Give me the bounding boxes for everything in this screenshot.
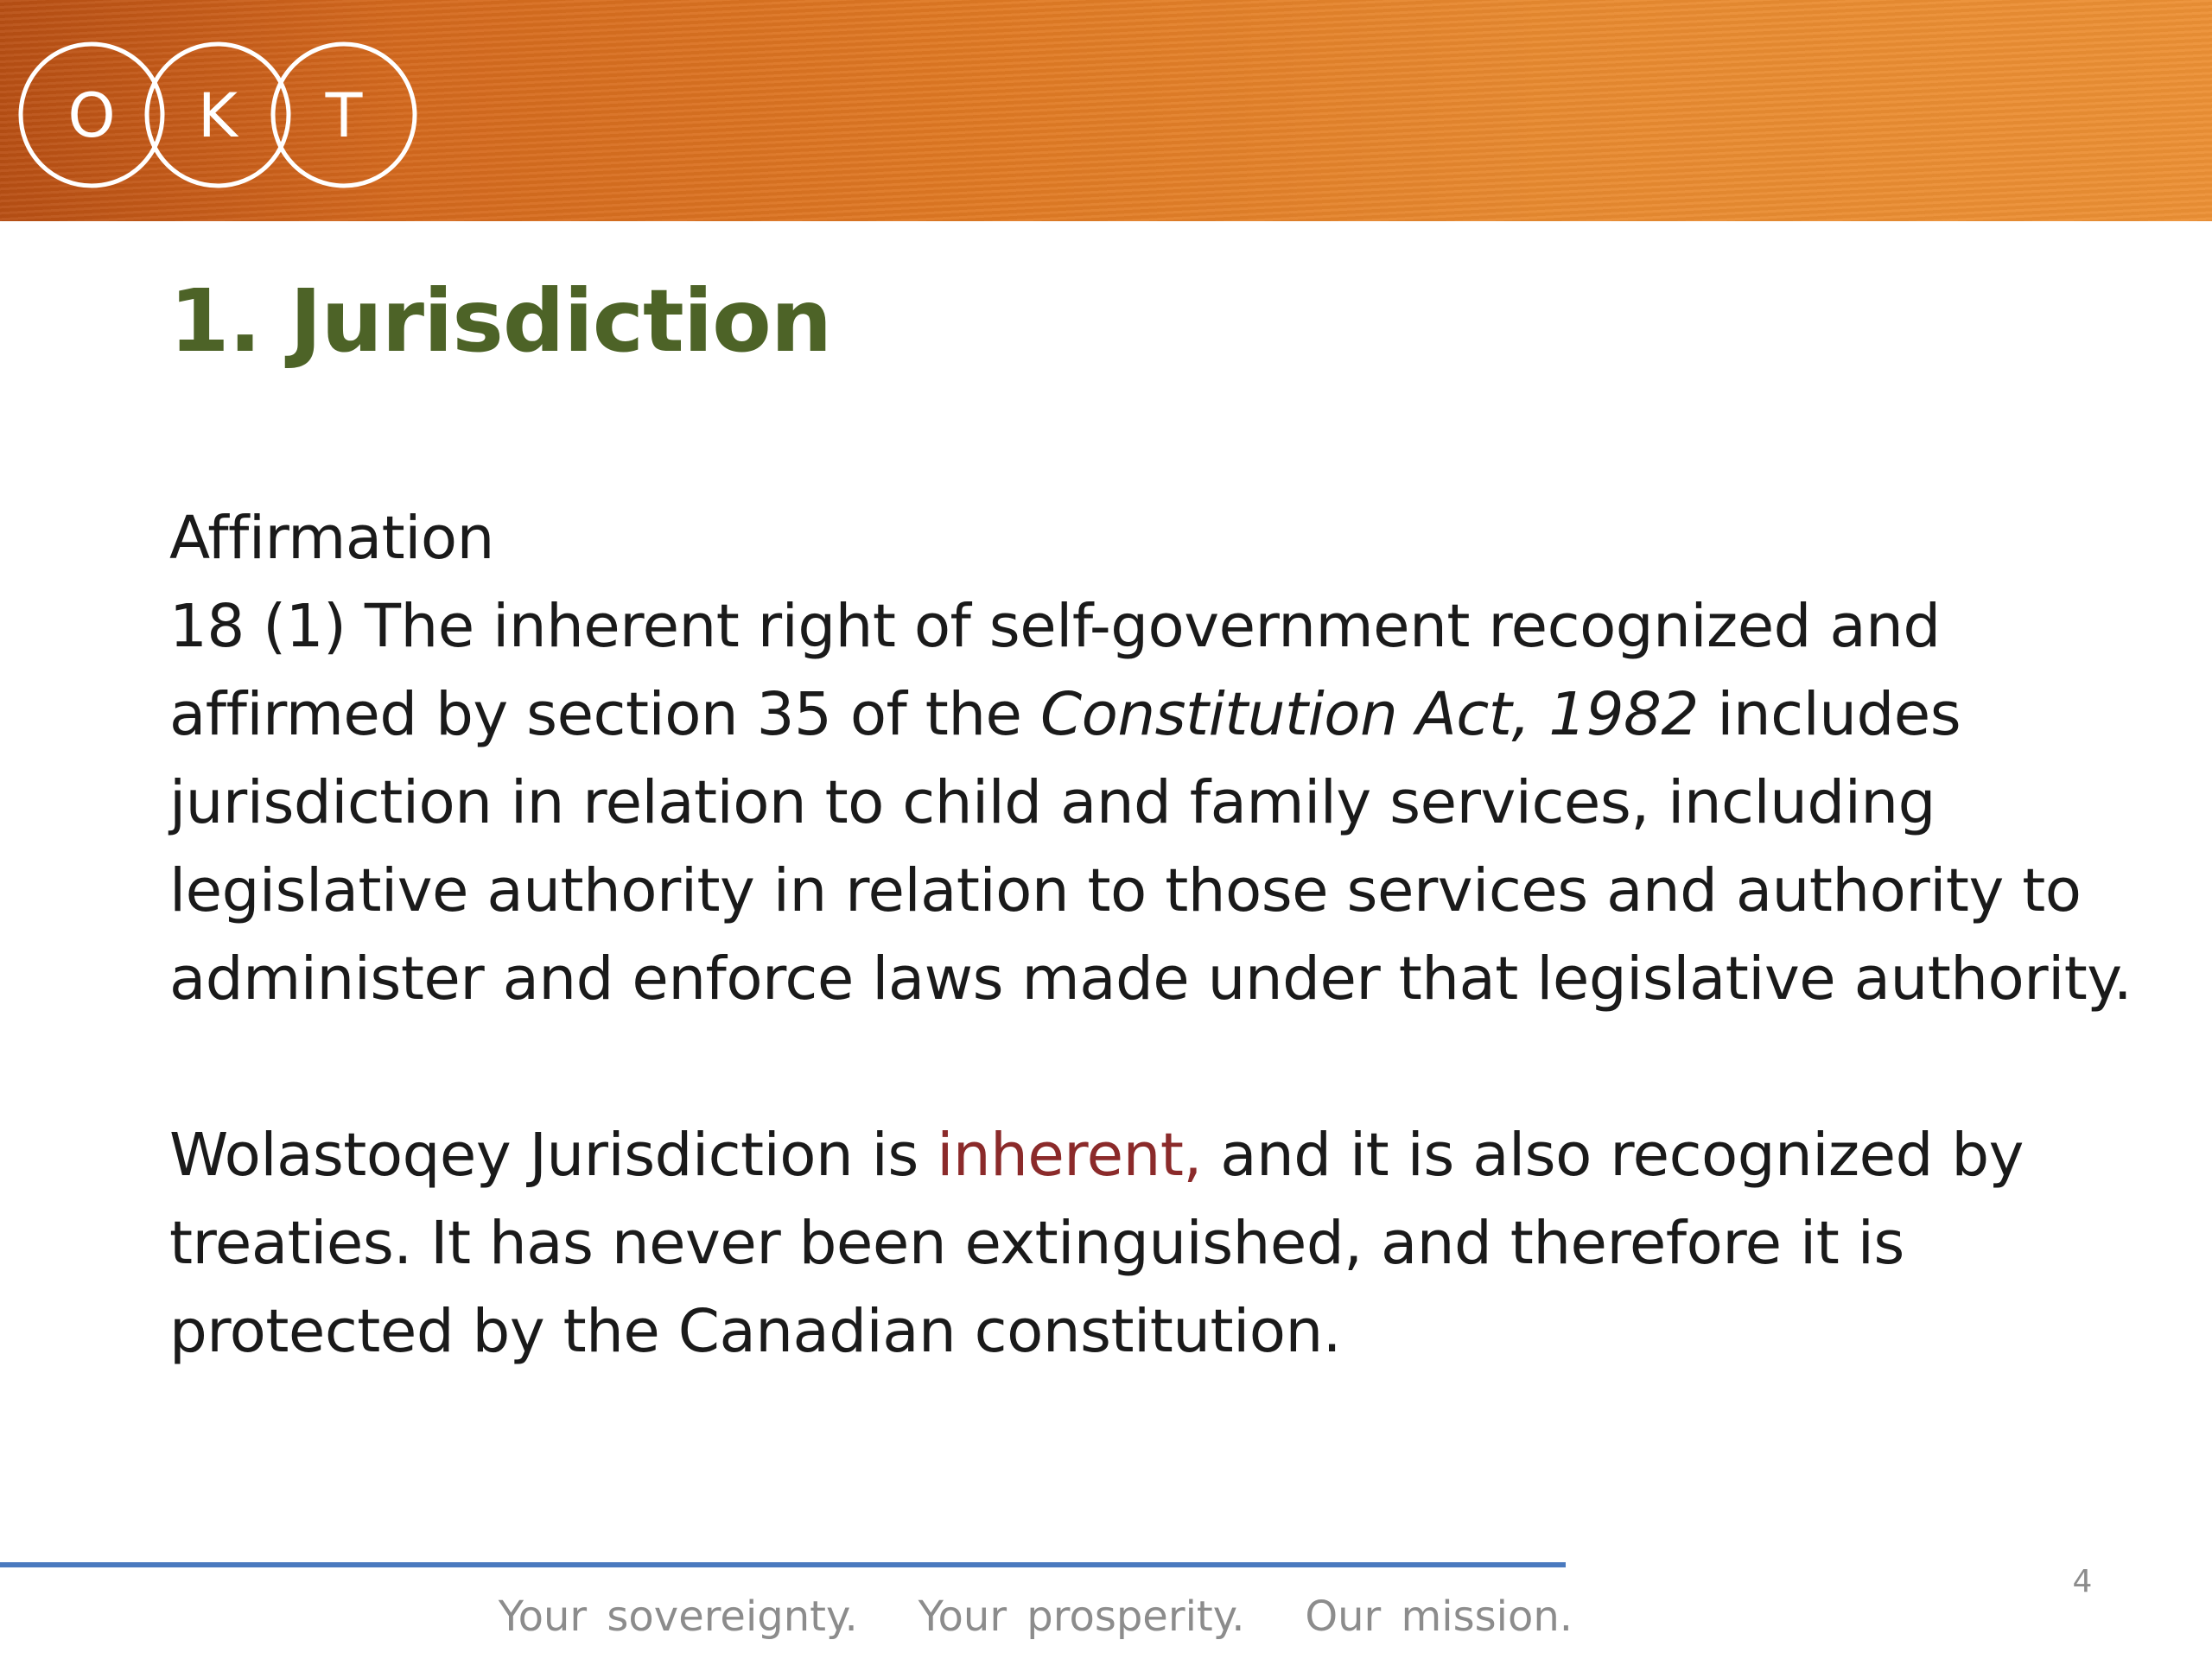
footer-divider <box>0 1562 1566 1567</box>
page-title: 1. Jurisdiction <box>169 270 832 372</box>
page-number: 4 <box>2072 1564 2093 1599</box>
clause-suffix: includes jurisdiction in relation to child and family services, including legislative authority in relation to those services and authority to administer and enforce laws made under that legislative authority. <box>169 680 2133 1014</box>
slide-body <box>169 494 2139 1376</box>
statement-prefix: Wolastoqey Jurisdiction is <box>169 1121 938 1190</box>
clause-paragraph <box>169 582 2139 1023</box>
logo-letter-o: O <box>67 80 116 151</box>
okt-logo-icon <box>16 35 422 195</box>
logo-letter-t: T <box>325 80 363 151</box>
section-heading: Affirmation <box>169 504 494 573</box>
footer-tagline: Your sovereignty. Your prosperity. Our mission. <box>498 1592 1573 1641</box>
statement-highlight: inherent, <box>937 1121 1202 1190</box>
paragraph-spacer <box>169 1023 2139 1111</box>
statement-paragraph <box>169 1111 2139 1376</box>
logo-letter-k: K <box>198 80 238 151</box>
header-banner <box>0 0 2212 221</box>
clause-prefix: 18 (1) The inherent right of self-government recognized and affirmed by section 35 of the <box>169 592 1941 749</box>
statement-suffix: and it is also recognized by treaties. It has never been extinguished, and therefore it is protected by the Canadian constitution. <box>169 1121 2024 1366</box>
clause-italic: Constitution Act, 1982 <box>1039 680 1699 749</box>
